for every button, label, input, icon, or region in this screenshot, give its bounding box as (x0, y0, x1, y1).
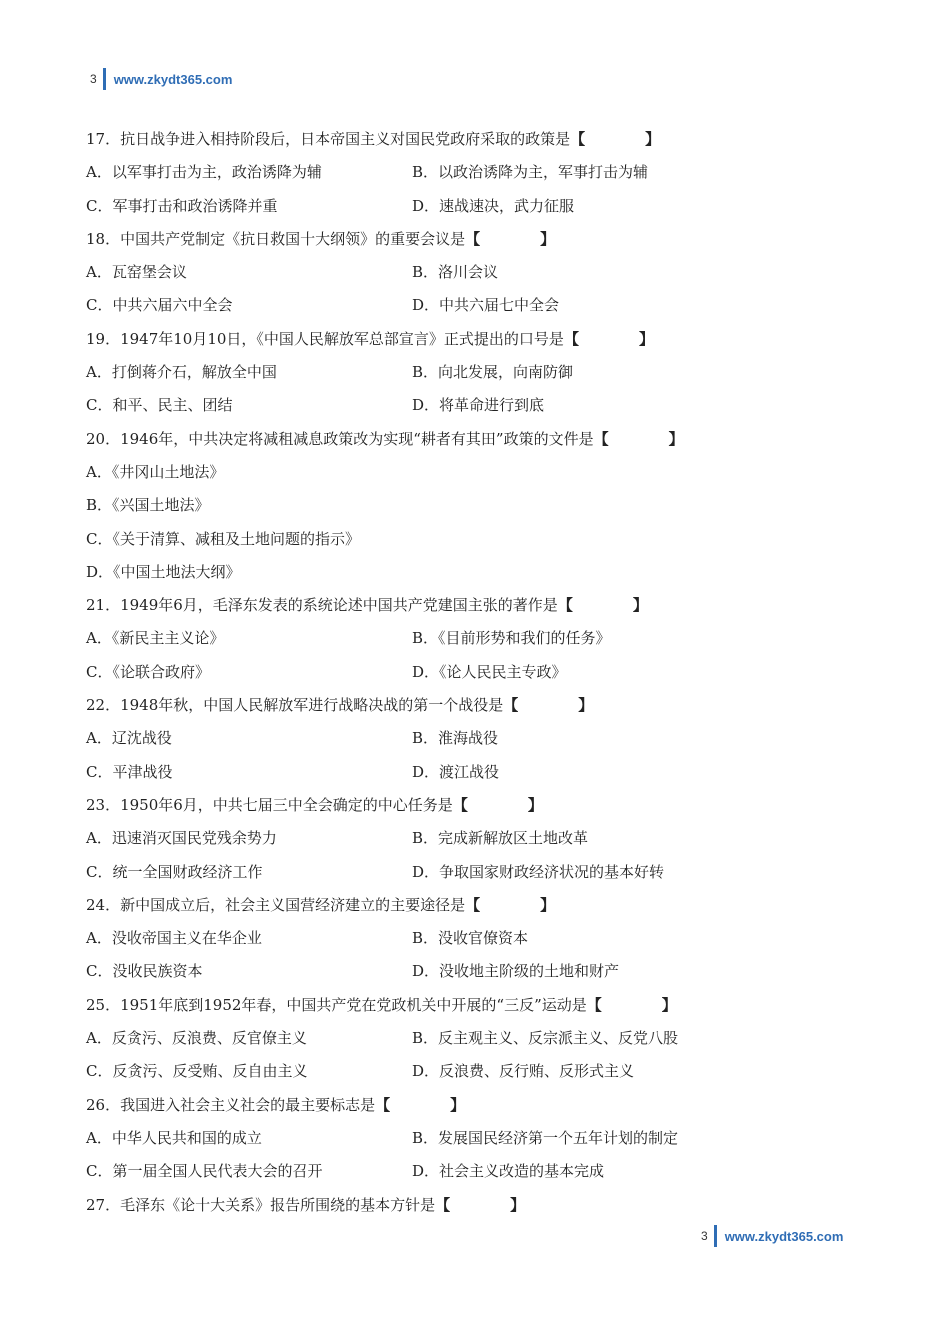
header-url[interactable]: www.zkydt365.com (113, 71, 233, 87)
option-row (86, 556, 766, 589)
option-b: B．以政治诱降为主，军事打击为辅 (412, 163, 649, 182)
answer-blank: 【 】 (452, 795, 543, 814)
option-a: A．反贪污、反浪费、反官僚主义 (86, 1029, 307, 1048)
question-stem: 24．新中国成立后，社会主义国营经济建立的主要途径是 【 】 (86, 889, 766, 922)
answer-blank: 【 】 (563, 329, 654, 348)
question-stem: 20．1946年，中共决定将减租减息政策改为实现“耕者有其田”政策的文件是 【 】 (86, 423, 766, 456)
option-a: A．瓦窑堡会议 (86, 263, 187, 282)
option-c: C．《关于清算、减租及土地问题的指示》 (86, 529, 360, 548)
option-row (86, 389, 766, 422)
option-row (86, 656, 766, 689)
question-stem: 17．抗日战争进入相持阶段后，日本帝国主义对国民党政府采取的政策是 【 】 (86, 123, 766, 156)
footer-page-number: 3 (701, 1229, 708, 1243)
option-d: D．速战速决，武力征服 (412, 196, 575, 215)
option-c: C．没收民族资本 (86, 962, 203, 981)
option-row (86, 722, 766, 755)
option-d: D．中共六届七中全会 (412, 296, 560, 315)
option-b: B．洛川会议 (412, 263, 499, 282)
answer-blank: 【 】 (503, 696, 594, 715)
option-b: B．没收官僚资本 (412, 929, 529, 948)
option-a: A．没收帝国主义在华企业 (86, 929, 262, 948)
option-b: B．向北发展，向南防御 (412, 363, 574, 382)
option-row (86, 1122, 766, 1155)
answer-blank: 【 】 (465, 895, 556, 914)
option-d: D．渡江战役 (412, 762, 500, 781)
option-b: B．反主观主义、反宗派主义、反党八股 (412, 1029, 679, 1048)
footer-divider-bar (714, 1225, 717, 1247)
option-d: D．《中国土地法大纲》 (86, 562, 241, 581)
option-a: A．《井冈山土地法》 (86, 462, 225, 481)
option-d: D．《论人民民主专政》 (412, 662, 567, 681)
option-a: A．《新民主主义论》 (86, 629, 225, 648)
option-row (86, 1155, 766, 1188)
option-b: B．淮海战役 (412, 729, 499, 748)
option-row (86, 1022, 766, 1055)
option-b: B．《目前形势和我们的任务》 (412, 629, 611, 648)
option-c: C．反贪污、反受贿、反自由主义 (86, 1062, 308, 1081)
question-stem: 23．1950年6月，中共七届三中全会确定的中心任务是 【 】 (86, 789, 766, 822)
option-c: C．《论联合政府》 (86, 662, 210, 681)
option-d: D．没收地主阶级的土地和财产 (412, 962, 620, 981)
option-a: A．迅速消灭国民党残余势力 (86, 829, 277, 848)
answer-blank: 【 】 (375, 1095, 466, 1114)
question-stem: 18．中国共产党制定《抗日救国十大纲领》的重要会议是 【 】 (86, 223, 766, 256)
option-row (86, 922, 766, 955)
answer-blank: 【 】 (593, 429, 684, 448)
option-row (86, 756, 766, 789)
footer-url[interactable]: www.zkydt365.com (724, 1228, 844, 1244)
question-stem: 27．毛泽东《论十大关系》报告所围绕的基本方针是 【 】 (86, 1189, 766, 1222)
option-row (86, 955, 766, 988)
option-c: C．中共六届六中全会 (86, 296, 233, 315)
option-c: C．和平、民主、团结 (86, 396, 233, 415)
option-row (86, 622, 766, 655)
option-row (86, 822, 766, 855)
option-row (86, 489, 766, 522)
option-a: A．以军事打击为主，政治诱降为辅 (86, 163, 322, 182)
option-b: B．发展国民经济第一个五年计划的制定 (412, 1128, 679, 1147)
option-c: C．第一届全国人民代表大会的召开 (86, 1162, 323, 1181)
option-row (86, 856, 766, 889)
question-stem: 21．1949年6月，毛泽东发表的系统论述中国共产党建国主张的著作是 【 】 (86, 589, 766, 622)
question-list (86, 123, 766, 1222)
option-c: C．平津战役 (86, 762, 173, 781)
page-header (90, 66, 232, 92)
answer-blank: 【 】 (465, 229, 556, 248)
option-c: C．统一全国财政经济工作 (86, 862, 263, 881)
option-row (86, 289, 766, 322)
option-row (86, 190, 766, 223)
answer-blank: 【 】 (557, 596, 648, 615)
header-page-number: 3 (90, 72, 97, 86)
header-divider-bar (103, 68, 106, 90)
option-c: C．军事打击和政治诱降并重 (86, 196, 278, 215)
option-d: D．反浪费、反行贿、反形式主义 (412, 1062, 635, 1081)
question-stem: 26．我国进入社会主义社会的最主要标志是 【 】 (86, 1089, 766, 1122)
option-b: B．《兴国土地法》 (86, 496, 210, 515)
option-row (86, 156, 766, 189)
option-a: A．打倒蒋介石，解放全中国 (86, 363, 277, 382)
answer-blank: 【 】 (570, 130, 661, 148)
option-d: D．将革命进行到底 (412, 396, 545, 415)
option-b: B．完成新解放区土地改革 (412, 829, 589, 848)
page-footer (701, 1223, 843, 1249)
question-stem: 19．1947年10月10日，《中国人民解放军总部宣言》正式提出的口号是 【 】 (86, 323, 766, 356)
question-stem: 25．1951年底到1952年春，中国共产党在党政机关中开展的“三反”运动是 【 】 (86, 989, 766, 1022)
option-row (86, 356, 766, 389)
option-row (86, 523, 766, 556)
option-a: A．辽沈战役 (86, 729, 172, 748)
option-d: D．争取国家财政经济状况的基本好转 (412, 862, 665, 881)
option-row (86, 1055, 766, 1088)
option-d: D．社会主义改造的基本完成 (412, 1162, 605, 1181)
option-row (86, 456, 766, 489)
option-a: A．中华人民共和国的成立 (86, 1128, 262, 1147)
question-stem: 22．1948年秋，中国人民解放军进行战略决战的第一个战役是 【 】 (86, 689, 766, 722)
option-row (86, 256, 766, 289)
answer-blank: 【 】 (435, 1195, 526, 1214)
answer-blank: 【 】 (586, 995, 677, 1014)
